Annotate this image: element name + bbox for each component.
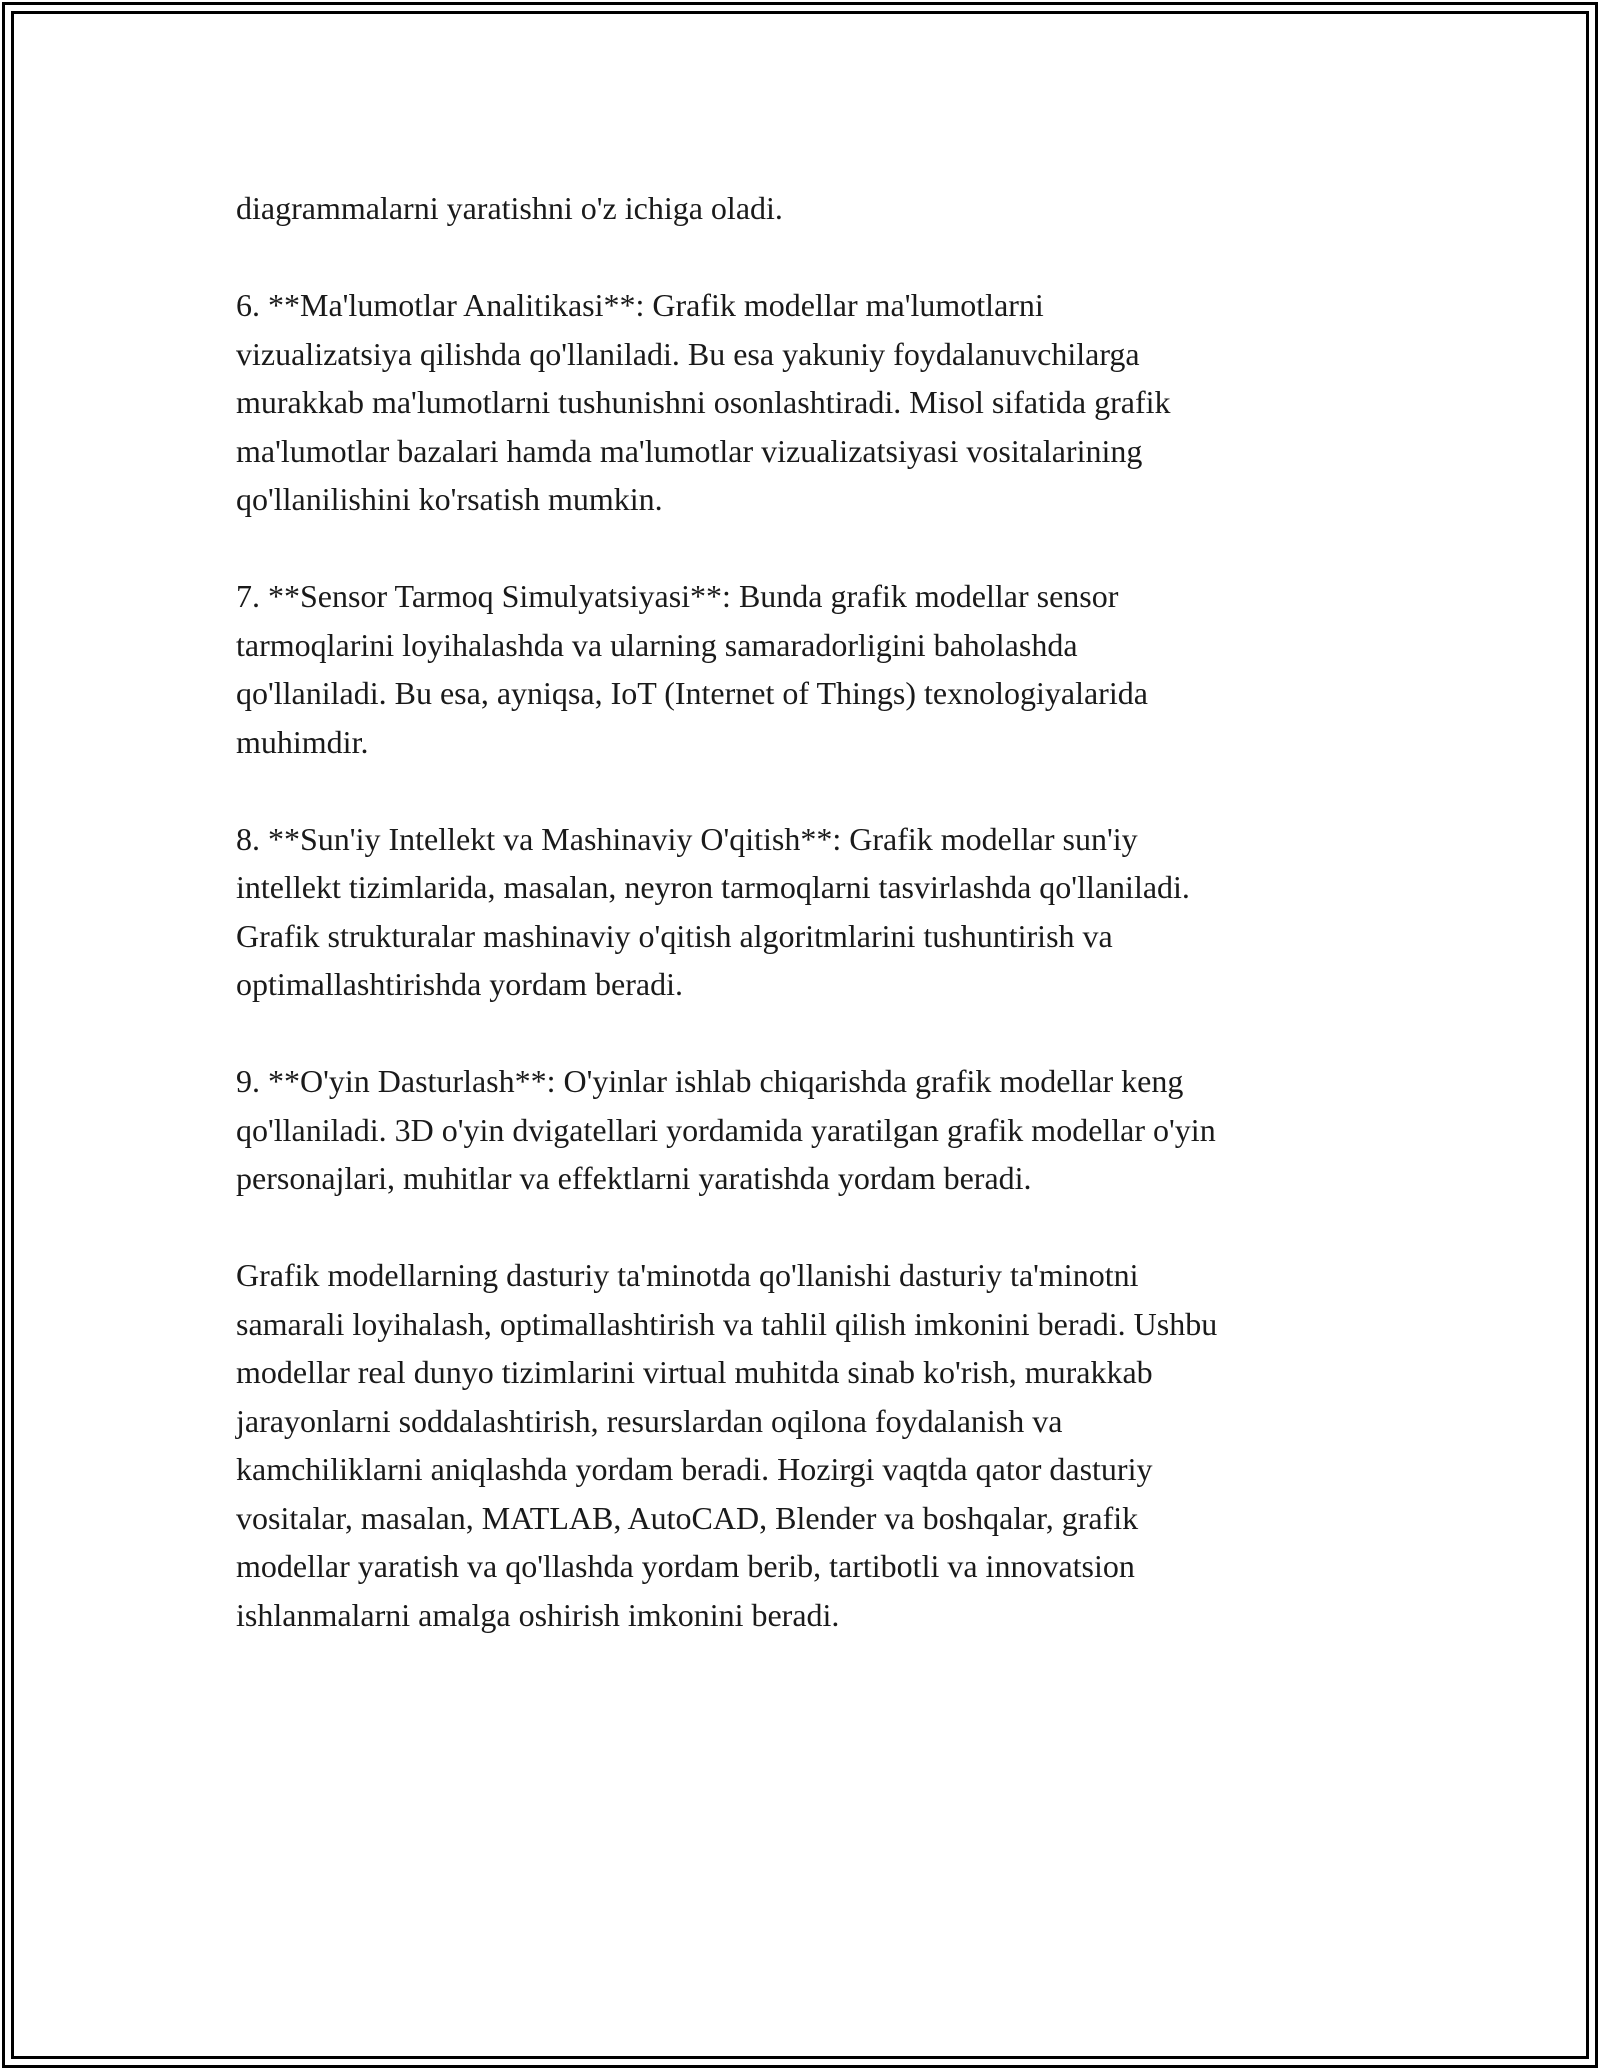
text-line: vositalar, masalan, MATLAB, AutoCAD, Blender va boshqalar, grafik bbox=[236, 1499, 1139, 1536]
text-line: qo'llaniladi. Bu esa, ayniqsa, IoT (Internet of Things) texnologiyalarida bbox=[236, 675, 1148, 711]
text-line: modellar real dunyo tizimlarini virtual muhitda sinab ko'rish, murakkab bbox=[236, 1354, 1153, 1390]
text-line: optimallashtirishda yordam beradi. bbox=[236, 966, 683, 1002]
text-line: samarali loyihalash, optimallashtirish va tahlil qilish imkonini beradi. Ushbu bbox=[236, 1305, 1218, 1342]
text-line: jarayonlarni soddalashtirish, resurslardan oqilona foydalanish va bbox=[236, 1402, 1063, 1439]
document-body bbox=[236, 184, 1376, 1688]
text-line: qo'llaniladi. 3D o'yin dvigatellari yordamida yaratilgan grafik modellar o'yin bbox=[236, 1111, 1216, 1148]
text-line: vizualizatsiya qilishda qo'llaniladi. Bu esa yakuniy foydalanuvchilarga bbox=[236, 335, 1140, 372]
text-line: modellar yaratish va qo'llashda yordam berib, tartibotli va innovatsion bbox=[236, 1548, 1135, 1584]
text-line: ishlanmalarni amalga oshirish imkonini beradi. bbox=[236, 1596, 840, 1633]
paragraph-intro-continuation bbox=[236, 184, 1376, 233]
text-line: muhimdir. bbox=[236, 723, 369, 760]
text-line: murakkab ma'lumotlarni tushunishni osonlashtiradi. Misol sifatida grafik bbox=[236, 384, 1171, 420]
text-line: ma'lumotlar bazalari hamda ma'lumotlar vizualizatsiyasi vositalarining bbox=[236, 432, 1143, 469]
paragraph-item-6 bbox=[236, 281, 1376, 524]
text-line: kamchiliklarni aniqlashda yordam beradi. Hozirgi vaqtda qator dasturiy bbox=[236, 1451, 1153, 1487]
text-line: personajlari, muhitlar va effektlarni yaratishda yordam beradi. bbox=[236, 1160, 1032, 1196]
paragraph-conclusion bbox=[236, 1251, 1376, 1639]
text-line: qo'llanilishini ko'rsatish mumkin. bbox=[236, 481, 663, 517]
text-line: 8. **Sun'iy Intellekt va Mashinaviy O'qitish**: Grafik modellar sun'iy bbox=[236, 820, 1138, 857]
paragraph-item-7 bbox=[236, 572, 1376, 766]
text-line: intellekt tizimlarida, masalan, neyron tarmoqlarni tasvirlashda qo'llaniladi. bbox=[236, 869, 1190, 905]
text-line: 7. **Sensor Tarmoq Simulyatsiyasi**: Bunda grafik modellar sensor bbox=[236, 578, 1119, 614]
text-line: 9. **O'yin Dasturlash**: O'yinlar ishlab chiqarishda grafik modellar keng bbox=[236, 1063, 1184, 1099]
text-line: tarmoqlarini loyihalashda va ularning samaradorligini baholashda bbox=[236, 626, 1078, 663]
text-line: diagrammalarni yaratishni o'z ichiga oladi. bbox=[236, 190, 783, 226]
paragraph-item-9 bbox=[236, 1057, 1376, 1203]
text-line: Grafik strukturalar mashinaviy o'qitish algoritmlarini tushuntirish va bbox=[236, 917, 1113, 954]
paragraph-item-8 bbox=[236, 815, 1376, 1009]
text-line: Grafik modellarning dasturiy ta'minotda qo'llanishi dasturiy ta'minotni bbox=[236, 1257, 1139, 1293]
text-line: 6. **Ma'lumotlar Analitikasi**: Grafik modellar ma'lumotlarni bbox=[236, 287, 1044, 323]
